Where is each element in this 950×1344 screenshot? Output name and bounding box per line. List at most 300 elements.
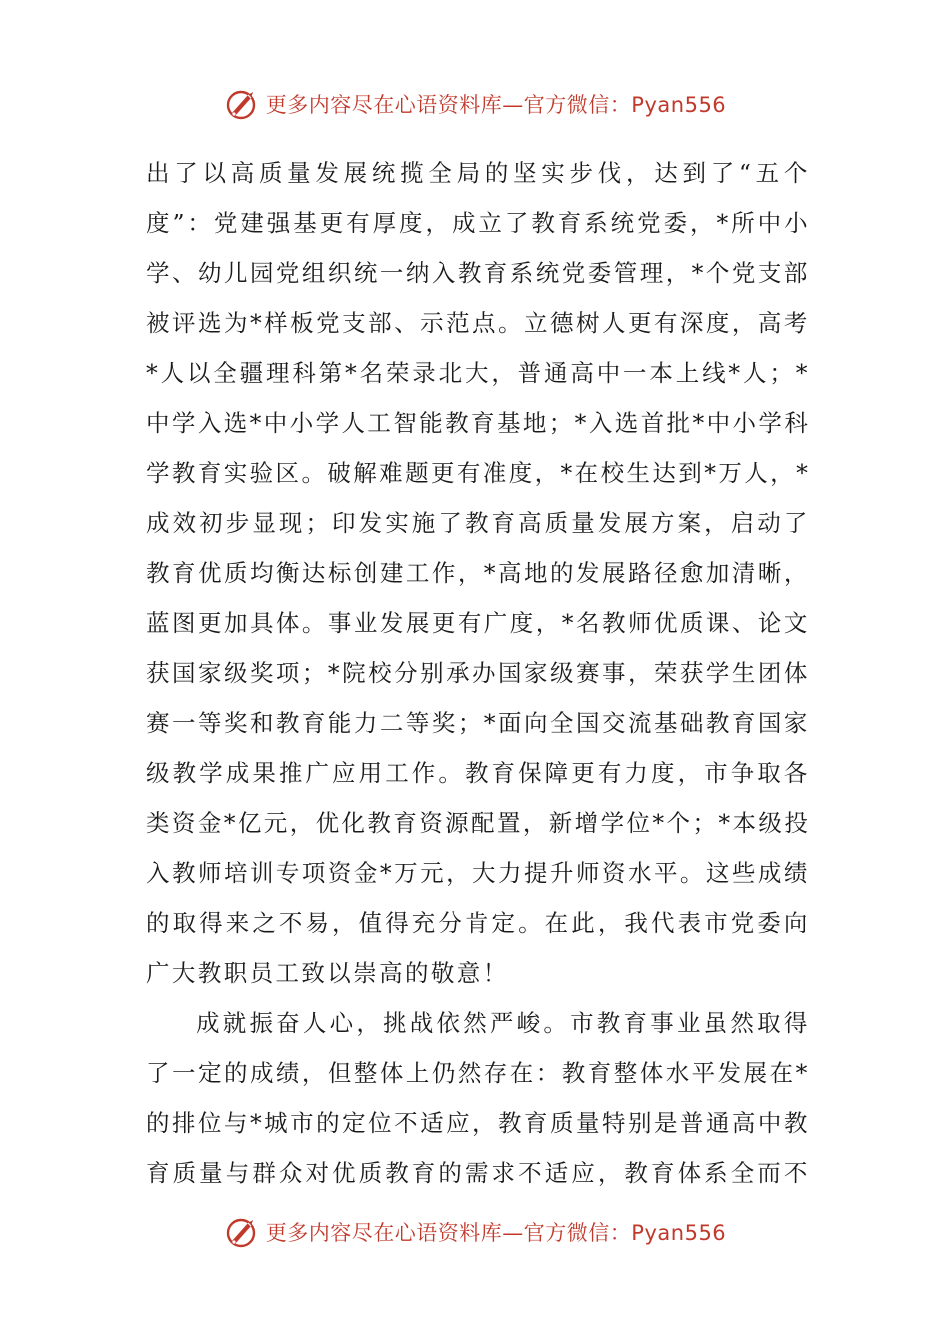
char: 强 <box>266 209 293 237</box>
char: 不 <box>394 1109 420 1137</box>
char: 上 <box>675 359 702 387</box>
char: 不 <box>518 1159 544 1187</box>
char: 疆 <box>239 359 266 387</box>
char: 肯 <box>464 909 491 937</box>
char: ； <box>548 409 575 437</box>
char: ， <box>690 209 716 237</box>
char: 成 <box>757 859 784 887</box>
char: 党 <box>561 259 588 287</box>
char: 奖 <box>431 709 458 737</box>
char: 理 <box>265 359 292 387</box>
char: 基 <box>496 409 523 437</box>
char: 育 <box>491 759 518 787</box>
char: 人 <box>341 409 368 437</box>
char: 的 <box>146 909 172 937</box>
char: 教 <box>457 259 484 287</box>
char: 置 <box>496 809 523 837</box>
char: 就 <box>222 1009 249 1037</box>
char: 本 <box>732 809 759 837</box>
body-line <box>146 1098 810 1148</box>
char: 别 <box>420 659 446 687</box>
body-line <box>146 298 810 348</box>
char: 科 <box>292 359 319 387</box>
char: 高 <box>230 159 257 187</box>
char: 值 <box>358 909 385 937</box>
char: 能 <box>419 409 446 437</box>
char: 步 <box>225 509 252 537</box>
char: 平 <box>653 859 680 887</box>
char: 源 <box>445 809 472 837</box>
char: ， <box>472 1109 498 1137</box>
char: 获 <box>679 659 706 687</box>
char: 学 <box>600 809 627 837</box>
char: 案 <box>677 509 704 537</box>
char: * <box>728 359 743 387</box>
char: 级 <box>758 809 785 837</box>
char: 育 <box>650 1159 677 1187</box>
char: 教 <box>531 209 558 237</box>
char: 普 <box>679 1109 706 1137</box>
char: 一 <box>379 259 406 287</box>
char: 度 <box>146 209 172 237</box>
char: 育 <box>301 709 328 737</box>
char: 图 <box>171 609 198 637</box>
char: 金 <box>197 809 224 837</box>
char: 系 <box>704 1159 731 1187</box>
char: 质 <box>258 159 285 187</box>
char: 实 <box>385 509 412 537</box>
char: 量 <box>287 159 314 187</box>
char: * <box>795 359 810 387</box>
char: 表 <box>677 909 704 937</box>
char: 的 <box>484 159 511 187</box>
char: 出 <box>146 159 172 187</box>
char: 级 <box>223 659 250 687</box>
char: 范 <box>446 309 472 337</box>
char: ： <box>187 209 214 237</box>
char: 考 <box>783 309 810 337</box>
char: 入 <box>588 409 615 437</box>
char: 资 <box>601 859 628 887</box>
body-line <box>146 848 810 898</box>
char: 度 <box>705 309 732 337</box>
body-line <box>146 798 810 848</box>
char: 被 <box>146 309 172 337</box>
char: 而 <box>757 1159 784 1187</box>
char: 德 <box>550 309 576 337</box>
char: 验 <box>249 459 276 487</box>
char: 教 <box>385 1159 412 1187</box>
char: 适 <box>420 1109 446 1137</box>
char: 度 <box>508 459 535 487</box>
char: 党 <box>316 309 343 337</box>
char: 。 <box>518 909 544 937</box>
char: 级 <box>146 759 172 787</box>
char: 委 <box>587 259 614 287</box>
char: 展 <box>405 609 432 637</box>
char: 部 <box>783 259 810 287</box>
char: 市 <box>570 1009 596 1037</box>
char: 支 <box>342 309 369 337</box>
char: 量 <box>571 509 598 537</box>
char: 北 <box>438 359 465 387</box>
char: 更 <box>197 609 224 637</box>
char: 成 <box>196 1009 222 1037</box>
char: 取 <box>757 759 784 787</box>
char: 选 <box>614 409 641 437</box>
char: 教 <box>172 759 199 787</box>
line-text: 广大教职员工致以崇高的敬意！ <box>146 959 509 987</box>
char: 建 <box>240 209 267 237</box>
char: 树 <box>575 309 602 337</box>
char: 厚 <box>372 209 399 237</box>
char: “ <box>738 159 754 187</box>
char: 题 <box>405 459 431 487</box>
char: 教 <box>367 809 394 837</box>
char: 生 <box>626 459 653 487</box>
char: 万 <box>394 859 420 887</box>
char: ， <box>535 609 562 637</box>
char: 类 <box>146 809 172 837</box>
body-line <box>146 898 810 948</box>
char: 地 <box>522 409 549 437</box>
char: 学 <box>315 409 342 437</box>
char: 度 <box>650 759 677 787</box>
char: 教 <box>171 459 198 487</box>
char: 立 <box>478 209 505 237</box>
char: 应 <box>446 1109 472 1137</box>
char: 众 <box>278 1159 305 1187</box>
char: 教 <box>705 709 732 737</box>
char: 一 <box>623 359 649 387</box>
char: 优 <box>653 609 680 637</box>
char: 作 <box>431 559 458 587</box>
char: 党 <box>730 909 757 937</box>
char: * <box>223 809 238 837</box>
char: 晰 <box>757 559 784 587</box>
body-line <box>146 398 810 448</box>
char: 路 <box>627 559 654 587</box>
char: 了 <box>783 509 810 537</box>
char: 元 <box>263 809 290 837</box>
char: 水 <box>627 859 654 887</box>
char: 训 <box>249 859 276 887</box>
char: 教 <box>498 1109 524 1137</box>
char: 各 <box>783 759 810 787</box>
char: 国 <box>171 659 198 687</box>
char: 等 <box>197 709 224 737</box>
char: 峻 <box>516 1009 543 1037</box>
char: 级 <box>550 659 576 687</box>
char: 坚 <box>513 159 539 187</box>
char: 存 <box>483 1059 510 1087</box>
char: ， <box>425 209 452 237</box>
char: 易 <box>305 909 332 937</box>
char: 发 <box>379 609 406 637</box>
char: 施 <box>411 509 438 537</box>
char: 幼 <box>197 259 224 287</box>
char: 小 <box>784 209 810 237</box>
char: 基 <box>293 209 320 237</box>
char: 育 <box>471 409 497 437</box>
char: 奋 <box>276 1009 303 1037</box>
char: 量 <box>199 1159 226 1187</box>
char: 此 <box>571 909 598 937</box>
char: 径 <box>653 559 680 587</box>
char: 选 <box>223 409 250 437</box>
char: ， <box>534 459 561 487</box>
char: 体 <box>379 1059 406 1087</box>
body-line <box>146 1048 810 1098</box>
char: 了 <box>504 209 531 237</box>
char: 现 <box>278 509 305 537</box>
body-line <box>146 598 810 648</box>
char: 全 <box>550 709 576 737</box>
char: 业 <box>353 609 380 637</box>
char: 织 <box>327 259 354 287</box>
char: 学 <box>146 259 172 287</box>
char: 达 <box>654 159 681 187</box>
char: 元 <box>420 859 446 887</box>
char: 学 <box>171 409 198 437</box>
char: 有 <box>346 209 373 237</box>
char: 荣 <box>385 359 412 387</box>
char: 力 <box>624 759 651 787</box>
char: 显 <box>252 509 279 537</box>
char: 了 <box>174 159 201 187</box>
char: 代 <box>650 909 677 937</box>
char: 然 <box>730 1009 757 1037</box>
char: 荣 <box>653 659 680 687</box>
char: 市 <box>704 759 731 787</box>
char: 高 <box>570 359 597 387</box>
char: 校 <box>600 459 627 487</box>
char: 人 <box>744 459 771 487</box>
char: 有 <box>456 459 483 487</box>
char: * <box>704 459 719 487</box>
char: 清 <box>731 559 758 587</box>
char: 求 <box>491 1159 518 1187</box>
char: * <box>796 459 810 487</box>
char: 得 <box>783 1009 810 1037</box>
char: 流 <box>627 709 654 737</box>
char: 更 <box>430 459 457 487</box>
char: 中 <box>146 409 172 437</box>
char: 委 <box>757 909 784 937</box>
char: * <box>379 859 395 887</box>
char: 组 <box>301 259 328 287</box>
char: ； <box>305 509 332 537</box>
char: 绩 <box>783 859 810 887</box>
char: 家 <box>783 709 810 737</box>
char: 事 <box>650 1009 677 1037</box>
char: 工 <box>385 759 412 787</box>
char: 增 <box>574 809 601 837</box>
char: 科 <box>784 409 810 437</box>
char: 得 <box>385 909 412 937</box>
char: 师 <box>575 859 602 887</box>
char: 推 <box>278 759 305 787</box>
char: 中 <box>596 359 623 387</box>
char: 向 <box>783 909 810 937</box>
char: 工 <box>367 409 394 437</box>
char: 度 <box>509 609 536 637</box>
char: ； <box>769 359 796 387</box>
char: * <box>652 809 667 837</box>
char: 定 <box>491 909 518 937</box>
char: 本 <box>649 359 676 387</box>
watermark-text: 更多内容尽在心语资料库—官方微信：Pyan556 <box>265 93 727 117</box>
char: 、 <box>171 259 198 287</box>
char: 来 <box>225 909 252 937</box>
char: 在 <box>574 459 601 487</box>
char: ： <box>535 1059 562 1087</box>
char: 中 <box>263 409 290 437</box>
char: 了 <box>438 509 465 537</box>
char: 升 <box>550 859 576 887</box>
char: 育 <box>411 1159 438 1187</box>
char: 入 <box>197 409 224 437</box>
char: ， <box>665 259 692 287</box>
char: 系 <box>509 259 536 287</box>
char: 加 <box>223 609 250 637</box>
char: 儿 <box>223 259 250 287</box>
char: * <box>795 1059 810 1087</box>
char: 、 <box>731 609 758 637</box>
char: * <box>574 409 589 437</box>
char: 实 <box>223 459 250 487</box>
char: 人 <box>160 359 187 387</box>
char: 教 <box>601 609 628 637</box>
char: 位 <box>626 809 653 837</box>
char: ” <box>172 209 187 237</box>
char: ， <box>597 1159 624 1187</box>
char: 党 <box>275 259 302 287</box>
char: 教 <box>445 409 472 437</box>
char: 质 <box>544 509 571 537</box>
paragraph-first-line <box>146 998 810 1048</box>
char: 有 <box>597 759 624 787</box>
char: 区 <box>275 459 302 487</box>
char: 展 <box>624 509 651 537</box>
char: 展 <box>343 159 370 187</box>
char: 办 <box>472 659 498 687</box>
char: 广 <box>483 609 510 637</box>
char: 国 <box>757 709 784 737</box>
char: ， <box>625 159 652 187</box>
char: 教 <box>596 1009 623 1037</box>
char: ， <box>522 809 549 837</box>
body-line <box>146 698 810 748</box>
char: 院 <box>342 659 369 687</box>
char: 育 <box>146 1159 172 1187</box>
char: 立 <box>524 309 550 337</box>
body-line <box>146 248 810 298</box>
char: 化 <box>341 809 368 837</box>
char: 度 <box>399 209 425 237</box>
char: 虽 <box>703 1009 730 1037</box>
char: 步 <box>569 159 596 187</box>
char: 应 <box>571 1159 598 1187</box>
char: 衡 <box>275 559 302 587</box>
char: 高 <box>731 1109 758 1137</box>
char: 启 <box>730 509 757 537</box>
document-body <box>146 148 810 1198</box>
char: 在 <box>769 1059 796 1087</box>
char: 实 <box>541 159 568 187</box>
char: 不 <box>783 1159 810 1187</box>
char: 些 <box>731 859 758 887</box>
char: 大 <box>464 359 491 387</box>
char: 成 <box>225 759 252 787</box>
char: 整 <box>353 1059 380 1087</box>
char: 均 <box>249 559 276 587</box>
char: 。 <box>438 759 465 787</box>
char: 中 <box>757 1109 784 1137</box>
char: 能 <box>327 709 354 737</box>
footer-watermark <box>0 1212 950 1252</box>
char: 了 <box>146 1059 172 1087</box>
char: 解 <box>353 459 380 487</box>
char: 所 <box>731 209 758 237</box>
char: 学 <box>705 659 732 687</box>
char: 整 <box>613 1059 640 1087</box>
char: 普 <box>517 359 544 387</box>
char: 党 <box>213 209 240 237</box>
char: 挑 <box>383 1009 409 1037</box>
char: 支 <box>757 259 784 287</box>
char: 蓝 <box>146 609 172 637</box>
char: 金 <box>353 859 380 887</box>
char: 保 <box>518 759 544 787</box>
char: 国 <box>498 659 524 687</box>
char: 达 <box>652 459 679 487</box>
char: 点 <box>472 309 498 337</box>
char: 教 <box>275 709 302 737</box>
char: 优 <box>315 809 342 837</box>
char: 不 <box>278 909 305 937</box>
char: 。 <box>498 309 524 337</box>
char: ， <box>332 909 358 937</box>
char: 工 <box>405 559 432 587</box>
char: ， <box>356 1009 383 1037</box>
char: 校 <box>368 659 395 687</box>
char: 成 <box>249 1059 276 1087</box>
char: 育 <box>587 1059 614 1087</box>
char: ， <box>301 1059 328 1087</box>
char: ， <box>457 559 484 587</box>
char: 育 <box>393 809 420 837</box>
char: 学 <box>199 759 226 787</box>
body-line <box>146 648 810 698</box>
char: 展 <box>601 559 628 587</box>
char: 样 <box>264 309 291 337</box>
body-line <box>146 1148 810 1198</box>
char: 分 <box>438 909 465 937</box>
char: 难 <box>379 459 406 487</box>
char: 优 <box>197 559 224 587</box>
char: 新 <box>548 809 575 837</box>
char: 育 <box>731 709 758 737</box>
char: 体 <box>783 659 810 687</box>
char: 项 <box>275 659 302 687</box>
char: 资 <box>171 809 198 837</box>
char: 育 <box>483 259 510 287</box>
char: 分 <box>394 659 420 687</box>
char: 但 <box>327 1059 354 1087</box>
char: 力 <box>498 859 524 887</box>
char: * <box>561 609 576 637</box>
